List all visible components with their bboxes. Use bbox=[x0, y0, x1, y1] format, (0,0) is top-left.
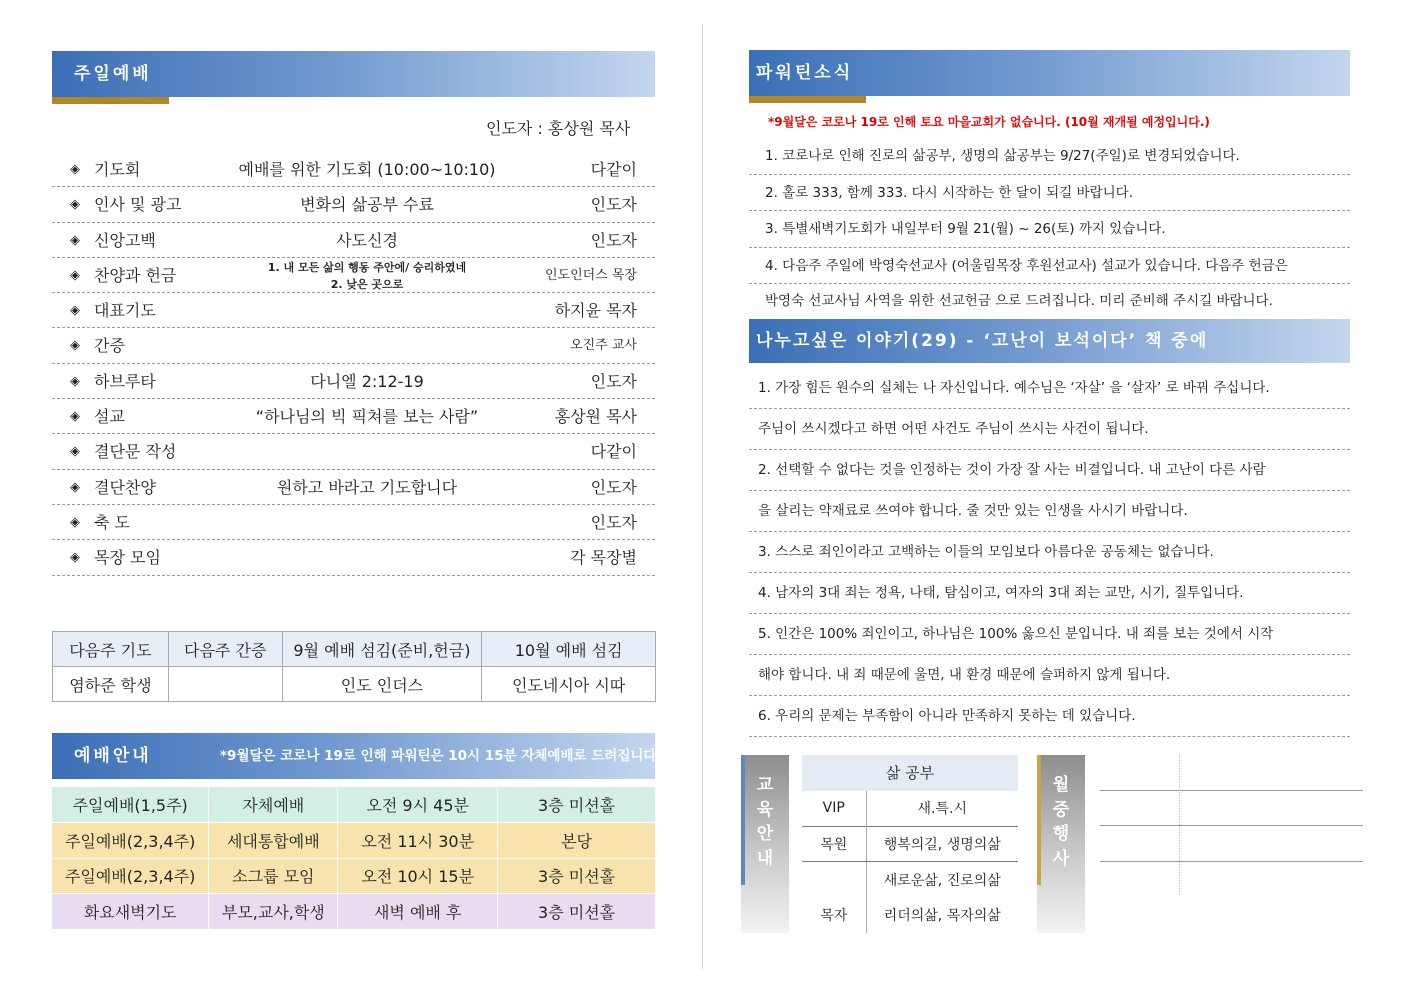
order-row bbox=[52, 364, 655, 399]
order-row bbox=[52, 328, 655, 363]
table-cell: 주일예배(2,3,4주) bbox=[52, 858, 209, 894]
diamond-bullet-icon: ◈ bbox=[70, 479, 80, 495]
diamond-bullet-icon: ◈ bbox=[70, 409, 80, 425]
list-item: 1. 가장 힘든 원수의 실체는 나 자신입니다. 예수님은 ‘자살’ 을 ‘살자’ 로 바꿔 주십니다. bbox=[749, 368, 1350, 409]
table-cell: 자체예배 bbox=[209, 787, 338, 823]
table-header-cell: 삶 공부 bbox=[802, 755, 1018, 791]
order-row bbox=[52, 293, 655, 328]
order-label: 축 도 bbox=[94, 512, 130, 532]
table-cell: 염하준 학생 bbox=[53, 667, 169, 702]
worship-guide-table bbox=[52, 787, 656, 930]
order-row bbox=[52, 434, 655, 469]
stories-header bbox=[749, 319, 1350, 363]
order-label: 설교 bbox=[94, 407, 125, 427]
table-cell bbox=[168, 667, 282, 702]
side-char: 교 bbox=[756, 775, 774, 795]
table-row bbox=[802, 791, 1018, 827]
order-row bbox=[52, 258, 655, 293]
table-cell: 리더의삶, 목자의삶 bbox=[883, 907, 1001, 924]
order-label: 인사 및 광고 bbox=[94, 195, 182, 215]
order-content: 변화의 삶공부 수료 bbox=[300, 195, 434, 215]
next-week-table bbox=[52, 631, 656, 702]
table-row bbox=[53, 667, 656, 702]
table-row bbox=[802, 755, 1018, 791]
order-who: 인도자 bbox=[590, 230, 637, 250]
table-cell: 새.특.시 bbox=[917, 801, 967, 817]
order-label: 목장 모임 bbox=[94, 548, 161, 568]
list-item: 2. 홀로 333, 함께 333. 다시 시작하는 한 달이 되길 바랍니다. bbox=[749, 175, 1350, 212]
order-who: 인도인더스 목장 bbox=[544, 267, 637, 283]
guide-notice: *9월달은 코로나 19로 인해 파워틴은 10시 15분 자체예배로 드려집니다.* bbox=[220, 748, 669, 764]
side-char: 사 bbox=[1052, 848, 1070, 869]
table-row bbox=[1100, 755, 1363, 791]
table-cell: 인도네시아 시따 bbox=[482, 667, 656, 702]
news-title: 파워틴소식 bbox=[756, 63, 854, 83]
stories-title: 나누고싶은 이야기(29) - ‘고난이 보석이다’ 책 중에 bbox=[756, 331, 1209, 351]
guide-title: 예배안내 bbox=[74, 746, 152, 766]
table-row bbox=[1100, 791, 1363, 827]
education-side-bar bbox=[741, 755, 789, 933]
table-cell: 화요새벽기도 bbox=[52, 894, 209, 930]
order-who: 오진주 교사 bbox=[570, 338, 637, 354]
worship-title: 주일예배 bbox=[74, 64, 152, 84]
education-side-label bbox=[741, 773, 789, 871]
diamond-bullet-icon: ◈ bbox=[70, 303, 80, 319]
worship-leader: 인도자 : 홍상원 목사 bbox=[486, 119, 631, 138]
diamond-bullet-icon: ◈ bbox=[70, 338, 80, 354]
order-label: 대표기도 bbox=[94, 301, 156, 321]
table-header-cell: 9월 예배 섬김(준비,헌금) bbox=[282, 632, 482, 667]
column-divider bbox=[1179, 755, 1180, 895]
order-content: “하나님의 빅 픽쳐를 보는 사람” bbox=[255, 407, 479, 427]
diamond-bullet-icon: ◈ bbox=[70, 232, 80, 248]
table-cell: 오전 10시 15분 bbox=[338, 858, 498, 894]
table-cell: 소그룹 모임 bbox=[209, 858, 338, 894]
side-char: 행 bbox=[1052, 824, 1070, 844]
side-char: 육 bbox=[756, 799, 774, 820]
list-item: 3. 특별새벽기도회가 내일부터 9월 21(월) ~ 26(토) 까지 있습니다. bbox=[749, 211, 1350, 248]
table-cell: 오전 11시 30분 bbox=[338, 823, 498, 859]
order-who: 인도자 bbox=[590, 477, 637, 497]
order-label: 기도회 bbox=[94, 160, 141, 179]
table-header-cell: 다음주 간증 bbox=[168, 632, 282, 667]
worship-order-list bbox=[52, 152, 655, 576]
table-cell: 세대통합예배 bbox=[209, 823, 338, 859]
order-who: 인도자 bbox=[590, 195, 637, 215]
list-item: 주님이 쓰시겠다고 하면 어떤 사건도 주님이 쓰시는 사건이 됩니다. bbox=[749, 409, 1350, 450]
table-row bbox=[802, 862, 1018, 898]
table-cell: 인도 인더스 bbox=[282, 667, 482, 702]
table-cell: 주일예배(1,5주) bbox=[52, 787, 209, 823]
order-content: 사도신경 bbox=[336, 230, 398, 250]
table-cell: 3층 미션홀 bbox=[498, 894, 656, 930]
diamond-bullet-icon: ◈ bbox=[70, 373, 80, 389]
order-who: 각 목장별 bbox=[570, 548, 637, 568]
table-cell: 부모,교사,학생 bbox=[209, 894, 338, 930]
list-item: 박영숙 선교사님 사역을 위한 선교헌금 으로 드려집니다. 미리 준비해 주시길 바랍니다. bbox=[749, 284, 1350, 321]
order-who: 인도자 bbox=[590, 512, 637, 532]
table-header-cell: 10월 예배 섬김 bbox=[482, 632, 656, 667]
table-cell bbox=[802, 862, 866, 898]
table-header-cell: 다음주 기도 bbox=[53, 632, 169, 667]
table-cell: 오전 9시 45분 bbox=[338, 787, 498, 823]
list-item: 4. 남자의 3대 죄는 정욕, 나태, 탐심이고, 여자의 3대 죄는 교만, 시기, 질투입니다. bbox=[749, 573, 1350, 614]
order-label: 신앙고백 bbox=[94, 230, 156, 250]
order-row bbox=[52, 470, 655, 505]
table-cell: 본당 bbox=[498, 823, 656, 859]
table-row bbox=[52, 787, 656, 823]
order-who: 홍상원 목사 bbox=[554, 407, 637, 427]
table-row bbox=[52, 858, 656, 894]
order-who: 다같이 bbox=[590, 442, 637, 462]
order-row bbox=[52, 223, 655, 258]
side-char: 안 bbox=[756, 824, 774, 844]
order-content: 원하고 바라고 기도합니다 bbox=[276, 477, 458, 497]
news-notice: *9월달은 코로나 19로 인해 토요 마을교회가 없습니다. (10월 재개될 예정입니다.) bbox=[768, 115, 1210, 129]
table-cell: 행복의길, 생명의삶 bbox=[866, 826, 1018, 862]
table-row bbox=[1100, 826, 1363, 862]
monthly-side-bar bbox=[1037, 755, 1085, 933]
list-item: 해야 합니다. 내 죄 때문에 울면, 내 환경 때문에 슬퍼하지 않게 됩니다. bbox=[749, 655, 1350, 696]
table-row bbox=[802, 897, 1018, 933]
order-label: 결단찬양 bbox=[94, 477, 156, 497]
diamond-bullet-icon: ◈ bbox=[70, 197, 80, 213]
diamond-bullet-icon: ◈ bbox=[70, 550, 80, 566]
order-label: 하브루타 bbox=[94, 371, 156, 391]
order-row bbox=[52, 399, 655, 434]
side-char: 월 bbox=[1052, 775, 1070, 795]
table-row bbox=[53, 632, 656, 667]
list-item: 2. 선택할 수 없다는 것을 인정하는 것이 가장 잘 사는 비결입니다. 내 고난이 다른 사람 bbox=[749, 450, 1350, 491]
diamond-bullet-icon: ◈ bbox=[70, 267, 80, 283]
diamond-bullet-icon: ◈ bbox=[70, 162, 80, 177]
table-cell: 목원 bbox=[802, 826, 866, 862]
side-char: 내 bbox=[756, 848, 774, 869]
table-row bbox=[802, 826, 1018, 862]
table-cell: VIP bbox=[802, 791, 866, 827]
table-row bbox=[52, 823, 656, 859]
table-cell: 새로운삶, 진로의삶 bbox=[883, 872, 1001, 889]
order-content: 예배를 위한 기도회 (10:00~10:10) bbox=[238, 160, 496, 179]
stories-list bbox=[749, 368, 1350, 737]
list-item: 5. 인간은 100% 죄인이고, 하나님은 100% 옳으신 분입니다. 내 죄를 보는 것에서 시작 bbox=[749, 614, 1350, 655]
header-accent bbox=[749, 96, 866, 103]
list-item: 1. 코로나로 인해 진로의 삶공부, 생명의 삶공부는 9/27(주일)로 변경되었습니다. bbox=[749, 138, 1350, 175]
table-cell: 3층 미션홀 bbox=[498, 858, 656, 894]
order-row bbox=[52, 152, 655, 187]
monthly-events-table bbox=[1100, 755, 1363, 862]
news-header bbox=[749, 50, 1350, 96]
guide-header bbox=[52, 733, 669, 779]
table-cell: 목자 bbox=[802, 897, 866, 933]
list-item: 4. 다음주 주일에 박영숙선교사 (어울림목장 후원선교사) 설교가 있습니다. 다음주 헌금은 bbox=[749, 248, 1350, 285]
order-who: 다같이 bbox=[590, 160, 637, 179]
order-label: 간증 bbox=[94, 336, 125, 356]
order-row bbox=[52, 187, 655, 222]
table-cell: 새벽 예배 후 bbox=[338, 894, 498, 930]
table-cell: 3층 미션홀 bbox=[498, 787, 656, 823]
order-row bbox=[52, 540, 655, 575]
order-who: 하지윤 목자 bbox=[554, 301, 637, 321]
page-divider bbox=[702, 24, 703, 969]
order-label: 찬양과 헌금 bbox=[94, 265, 177, 285]
order-row bbox=[52, 505, 655, 540]
list-item: 3. 스스로 죄인이라고 고백하는 이들의 모임보다 아름다운 공동체는 없습니다. bbox=[749, 532, 1350, 573]
order-label: 결단문 작성 bbox=[94, 442, 177, 462]
table-row bbox=[52, 894, 656, 930]
table-cell: 주일예배(2,3,4주) bbox=[52, 823, 209, 859]
song-line-1: 1. 내 모든 삶의 행동 주안에/ 승리하였네 bbox=[267, 260, 467, 274]
education-table bbox=[802, 755, 1018, 933]
header-accent bbox=[52, 97, 169, 104]
list-item: 을 살리는 약재료로 쓰여야 합니다. 줄 것만 있는 인생을 사시기 바랍니다. bbox=[749, 491, 1350, 532]
news-list bbox=[749, 138, 1350, 321]
side-char: 중 bbox=[1052, 799, 1070, 820]
diamond-bullet-icon: ◈ bbox=[70, 444, 80, 460]
monthly-side-label bbox=[1037, 773, 1085, 871]
order-who: 인도자 bbox=[590, 371, 637, 391]
list-item: 6. 우리의 문제는 부족함이 아니라 만족하지 못하는 데 있습니다. bbox=[749, 696, 1350, 737]
worship-header bbox=[52, 51, 655, 97]
diamond-bullet-icon: ◈ bbox=[70, 514, 80, 530]
song-line-2: 2. 낮은 곳으로 bbox=[330, 277, 404, 291]
order-content: 다니엘 2:12-19 bbox=[310, 371, 424, 391]
